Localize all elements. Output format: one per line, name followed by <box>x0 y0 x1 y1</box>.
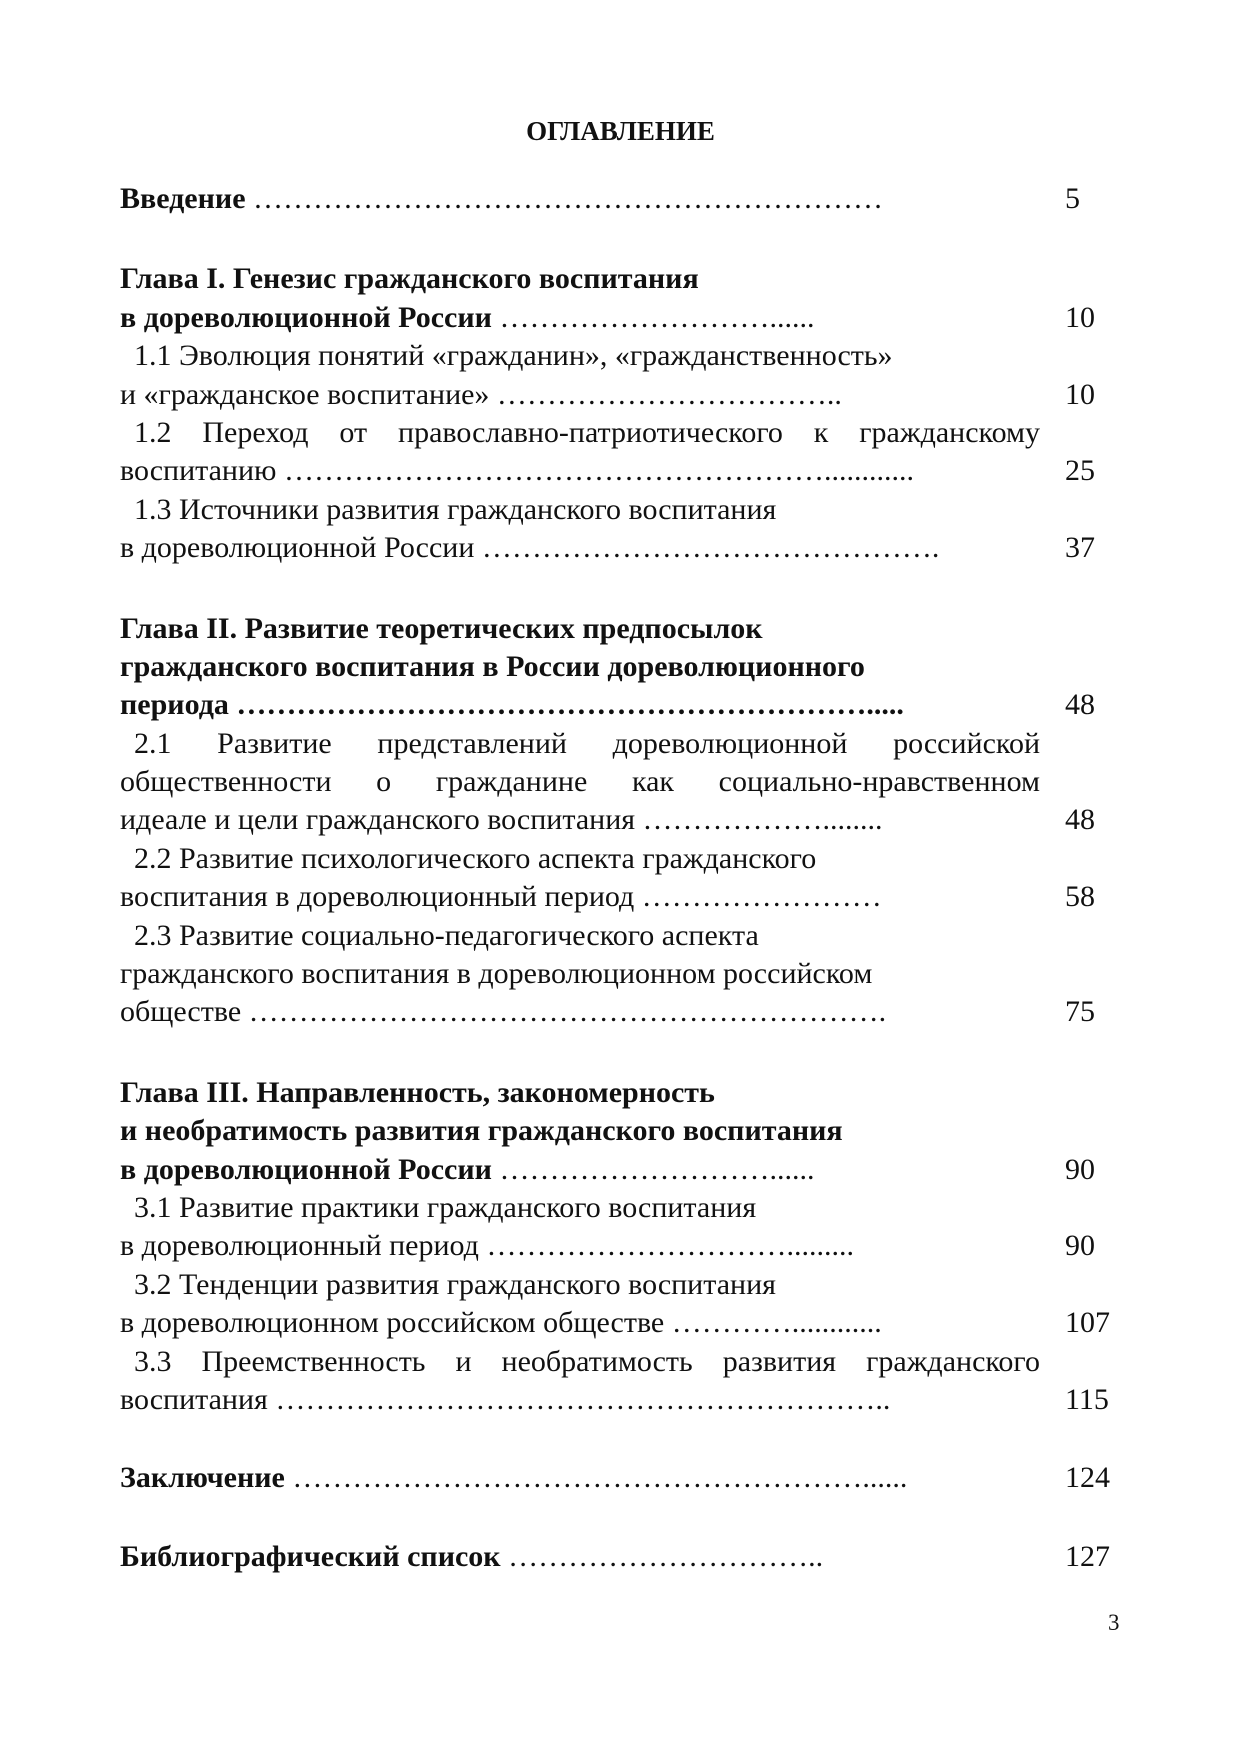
section-3-3-line-1[interactable]: 3.3 Преемственность и необратимость развития гражданского <box>134 1344 1040 1378</box>
section-2-1-line-2[interactable]: общественности о гражданине как социально-нравственном <box>120 765 1040 799</box>
section-3-2-line-1[interactable]: 3.2 Тенденции развития гражданского воспитания <box>134 1267 776 1301</box>
chapter-1-title-line-2[interactable]: в дореволюционной России ………………………...... 10 <box>120 299 1120 337</box>
toc-page-number: 48 <box>1065 688 1095 722</box>
toc-leader-dots: ……………………………………………………… <box>245 182 884 215</box>
section-3-2-line-2[interactable]: в дореволюционном российском обществе …………............ 107 <box>120 1304 1120 1342</box>
section-2-3-line-1[interactable]: 2.3 Развитие социально-педагогического аспекта <box>134 918 759 952</box>
toc-page-number: 48 <box>1065 803 1095 837</box>
toc-entry-label: Введение <box>120 182 246 215</box>
section-2-2-line-1[interactable]: 2.2 Развитие психологического аспекта гражданского <box>134 841 817 875</box>
section-1-2-line-1[interactable]: 1.2 Переход от православно-патриотического к гражданскому <box>134 415 1040 449</box>
toc-entry-bibliography[interactable] <box>120 1538 1120 1576</box>
toc-leader-dots: ………………………….. <box>500 1539 824 1573</box>
toc-leader-dots: …………………………………………………...... <box>284 1461 908 1495</box>
toc-page-number: 58 <box>1065 880 1095 914</box>
section-1-1-line-2[interactable]: и «гражданское воспитание» …………………………….. 10 <box>120 376 1120 414</box>
toc-page-number: 10 <box>1065 300 1095 334</box>
toc-page-number: 75 <box>1065 995 1095 1029</box>
toc-page-number: 5 <box>1065 182 1080 215</box>
toc-page-number: 25 <box>1065 454 1095 488</box>
chapter-1-title-line-1[interactable]: Глава I. Генезис гражданского воспитания <box>120 262 699 296</box>
toc-entry-conclusion[interactable] <box>120 1459 1120 1497</box>
toc-entry-label: Библиографический список <box>120 1539 501 1573</box>
toc-entry-label: Заключение <box>120 1461 285 1495</box>
chapter-3-title-line-3[interactable]: в дореволюционной России ………………………...... 90 <box>120 1151 1120 1189</box>
chapter-3-title-line-1[interactable]: Глава III. Направленность, закономерность <box>120 1075 715 1109</box>
page-number: 3 <box>1108 1610 1120 1635</box>
section-1-1-line-1[interactable]: 1.1 Эволюция понятий «гражданин», «гражданственность» <box>134 339 893 373</box>
chapter-2-title-line-1[interactable]: Глава II. Развитие теоретических предпосылок <box>120 611 763 645</box>
chapter-3-title-line-2[interactable]: и необратимость развития гражданского воспитания <box>120 1114 843 1148</box>
section-2-3-line-3[interactable]: обществе ………………………………………………………. 75 <box>120 993 1120 1031</box>
toc-page-number: 90 <box>1065 1229 1095 1263</box>
toc-leader-dots: ………………………...... <box>491 1152 815 1186</box>
page-title: ОГЛАВЛЕНИЕ <box>526 116 715 146</box>
chapter-2-title-line-2[interactable]: гражданского воспитания в России дореволюционного <box>120 649 865 683</box>
section-2-1-line-1[interactable]: 2.1 Развитие представлений дореволюционной российской <box>134 726 1040 760</box>
toc-page-number: 115 <box>1065 1382 1109 1416</box>
section-2-3-line-2[interactable]: гражданского воспитания в дореволюционном российском <box>120 957 873 991</box>
toc-page-number: 124 <box>1065 1461 1110 1495</box>
toc-leader-dots: ………………………...... <box>491 300 815 334</box>
section-3-3-line-2[interactable]: воспитания …………………………………………………….. 115 <box>120 1381 1120 1419</box>
chapter-2-title-line-3[interactable]: периода ………………………………………………………..... 48 <box>120 686 1120 724</box>
toc-page-number: 37 <box>1065 531 1095 565</box>
toc-page-number: 127 <box>1065 1539 1110 1573</box>
section-1-3-line-2[interactable]: в дореволюционной России ………………………………………. 37 <box>120 529 1120 567</box>
section-3-1-line-2[interactable]: в дореволюционный период …………………………......... 90 <box>120 1227 1120 1265</box>
toc-entry-introduction[interactable] <box>120 180 1120 218</box>
section-2-1-line-3[interactable]: идеале и цели гражданского воспитания ………………........ 48 <box>120 801 1120 839</box>
section-3-1-line-1[interactable]: 3.1 Развитие практики гражданского воспитания <box>134 1190 757 1224</box>
toc-page-number: 107 <box>1065 1306 1110 1340</box>
toc-page-number: 10 <box>1065 377 1095 411</box>
table-of-contents <box>120 180 1120 1576</box>
section-2-2-line-2[interactable]: воспитания в дореволюционный период …………………… 58 <box>120 878 1120 916</box>
section-1-3-line-1[interactable]: 1.3 Источники развития гражданского воспитания <box>134 492 777 526</box>
section-1-2-line-2[interactable]: воспитанию ………………………………………………............ 25 <box>120 452 1120 490</box>
toc-page-number: 90 <box>1065 1152 1095 1186</box>
